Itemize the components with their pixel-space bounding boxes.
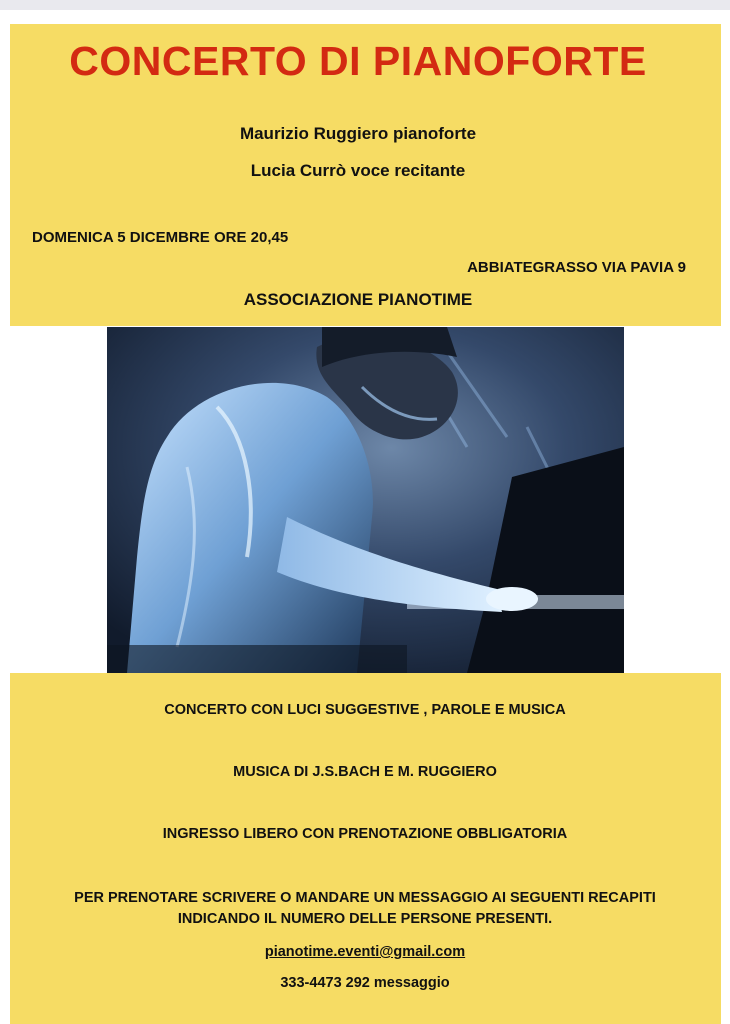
contact-phone: 333-4473 292 messaggio xyxy=(280,975,450,991)
booking-instructions-line-1: PER PRENOTARE SCRIVERE O MANDARE UN MESSAGGIO AI SEGUENTI RECAPITI xyxy=(74,890,656,906)
poster-title: CONCERTO DI PIANOFORTE xyxy=(69,38,647,84)
music-composers: MUSICA DI J.S.BACH E M. RUGGIERO xyxy=(233,764,497,780)
performer-pianist: Maurizio Ruggiero pianoforte xyxy=(239,124,477,143)
event-date: DOMENICA 5 DICEMBRE ORE 20,45 xyxy=(32,229,289,246)
contact-email-link[interactable]: pianotime.eventi@gmail.com xyxy=(264,944,466,960)
pianist-photo xyxy=(107,327,624,673)
concert-description: CONCERTO CON LUCI SUGGESTIVE , PAROLE E MUSICA xyxy=(164,702,566,718)
bottom-yellow-panel xyxy=(10,673,721,1024)
organizer-name: ASSOCIAZIONE PIANOTIME xyxy=(243,290,473,309)
top-border xyxy=(0,0,730,10)
booking-instructions-line-2: INDICANDO IL NUMERO DELLE PERSONE PRESENTI. xyxy=(177,911,553,927)
performer-narrator: Lucia Currò voce recitante xyxy=(250,161,466,180)
event-location: ABBIATEGRASSO VIA PAVIA 9 xyxy=(467,259,686,276)
admission-info: INGRESSO LIBERO CON PRENOTAZIONE OBBLIGATORIA xyxy=(162,826,568,842)
